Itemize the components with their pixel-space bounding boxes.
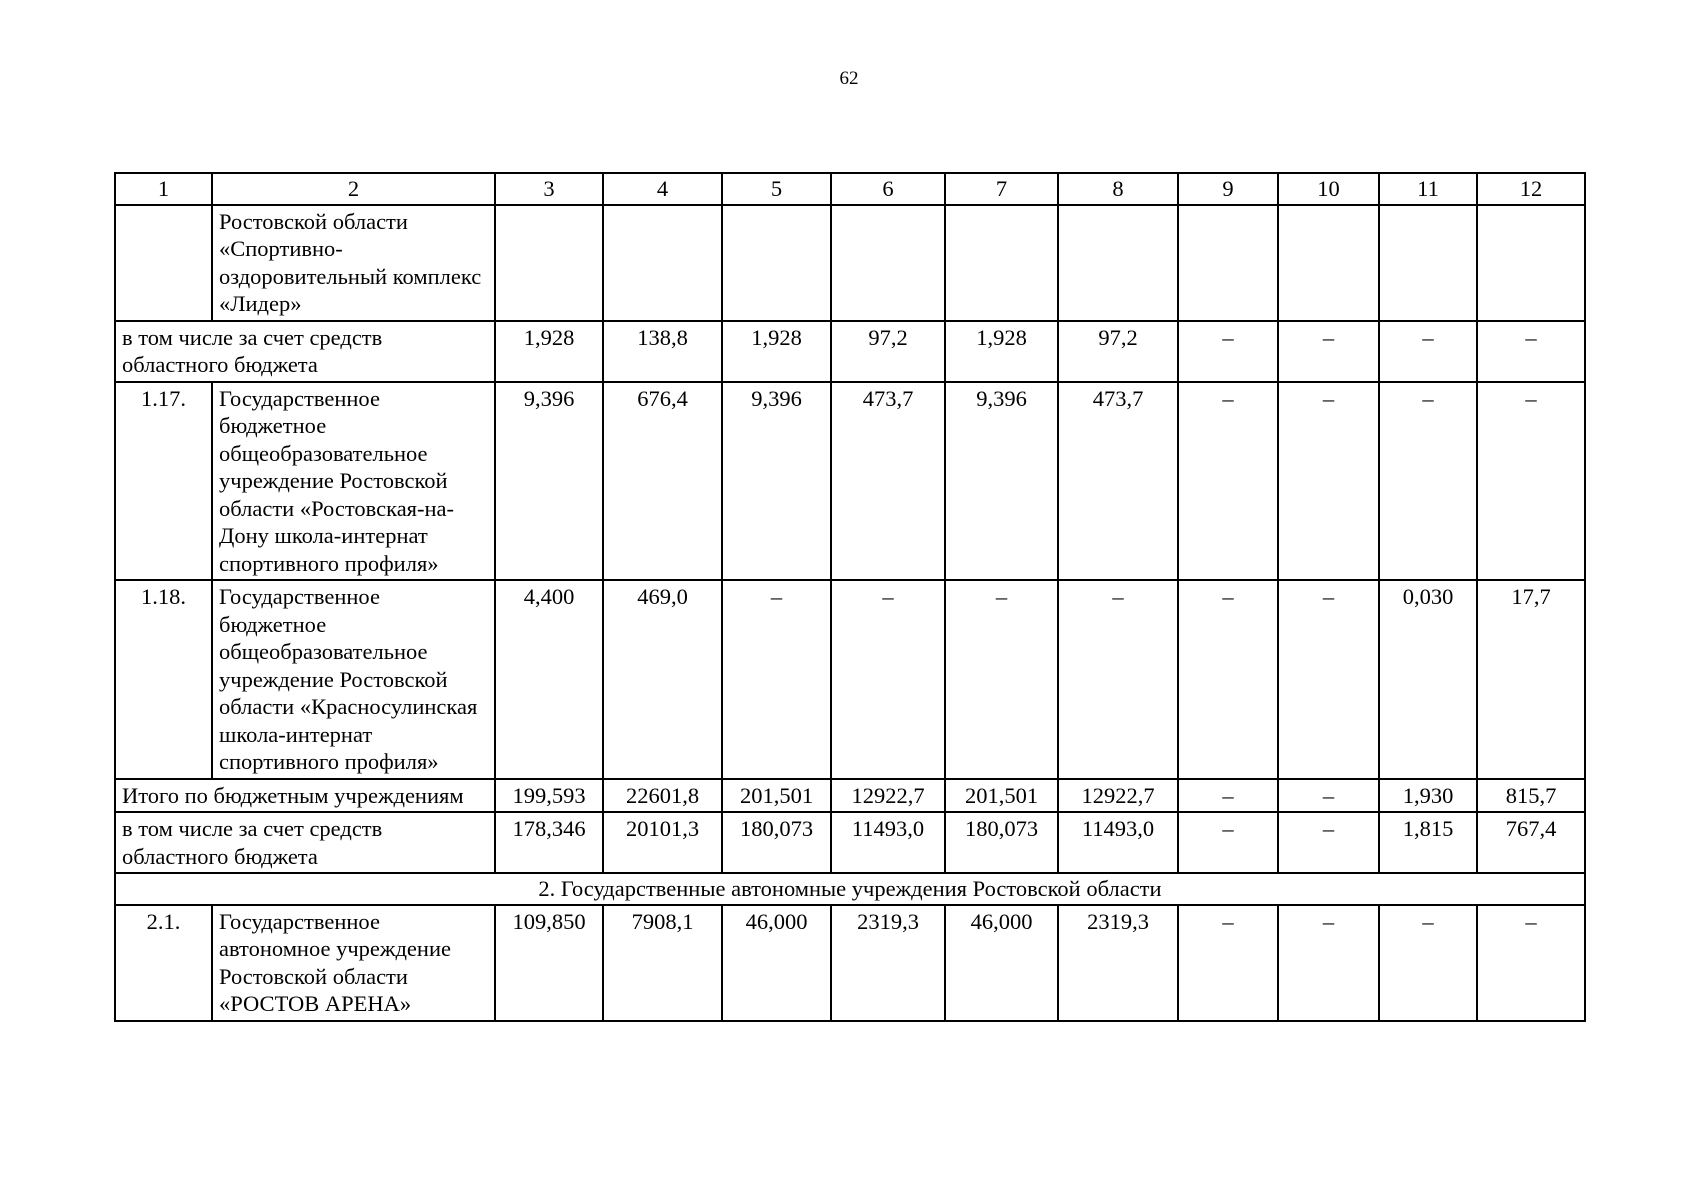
data-table [114, 172, 1586, 1022]
page-number: 62 [839, 68, 859, 89]
value-cell: 97,2 [831, 321, 945, 382]
row-label-cell: в том числе за счет средств областного бюджета [115, 321, 495, 382]
table-row [115, 580, 1585, 779]
value-cell: 767,4 [1477, 812, 1585, 873]
value-cell: – [1178, 905, 1278, 1021]
section-title: 2. Государственные автономные учреждения Ростовской области [115, 873, 1585, 905]
table-row [115, 205, 1585, 321]
value-cell: 815,7 [1477, 779, 1585, 813]
value-cell: – [1278, 779, 1379, 813]
column-number-cell: 4 [603, 173, 722, 205]
column-number-cell: 8 [1058, 173, 1178, 205]
value-cell: – [1178, 580, 1278, 779]
column-number-cell: 1 [115, 173, 212, 205]
summary-row [115, 779, 1585, 813]
value-cell [1058, 205, 1178, 321]
value-cell: 97,2 [1058, 321, 1178, 382]
value-cell [1278, 205, 1379, 321]
value-cell: 7908,1 [603, 905, 722, 1021]
value-cell: 11493,0 [1058, 812, 1178, 873]
value-cell: 1,928 [945, 321, 1058, 382]
value-cell [603, 205, 722, 321]
value-cell [1379, 205, 1477, 321]
row-label-cell: в том числе за счет средств областного бюджета [115, 812, 495, 873]
value-cell: – [1379, 905, 1477, 1021]
column-number-cell: 3 [495, 173, 603, 205]
value-cell: – [1477, 382, 1585, 581]
value-cell [831, 205, 945, 321]
value-cell: – [1379, 382, 1477, 581]
value-cell: 201,501 [945, 779, 1058, 813]
summary-row [115, 812, 1585, 873]
value-cell: 676,4 [603, 382, 722, 581]
value-cell: – [1278, 321, 1379, 382]
summary-row [115, 321, 1585, 382]
value-cell [1178, 205, 1278, 321]
column-number-cell: 10 [1278, 173, 1379, 205]
value-cell: 9,396 [945, 382, 1058, 581]
column-number-cell: 2 [212, 173, 495, 205]
institution-name-cell: Государственное бюджетное общеобразовательное учреждение Ростовской области «Ростовская-на-Дону школа-интернат спортивного профиля» [212, 382, 495, 581]
value-cell: 17,7 [1477, 580, 1585, 779]
table-row [115, 382, 1585, 581]
institution-name-cell: Государственное бюджетное общеобразовательное учреждение Ростовской области «Красносулинская школа-интернат спортивного профиля» [212, 580, 495, 779]
value-cell: 20101,3 [603, 812, 722, 873]
value-cell: 2319,3 [1058, 905, 1178, 1021]
row-number-cell [115, 205, 212, 321]
value-cell: – [1278, 905, 1379, 1021]
value-cell: – [1278, 580, 1379, 779]
value-cell: 473,7 [1058, 382, 1178, 581]
value-cell: 4,400 [495, 580, 603, 779]
institution-name-cell: Государственное автономное учреждение Ростовской области «РОСТОВ АРЕНА» [212, 905, 495, 1021]
value-cell: – [1477, 321, 1585, 382]
value-cell: 22601,8 [603, 779, 722, 813]
column-number-cell: 7 [945, 173, 1058, 205]
institution-name-cell: Ростовской области «Спортивно-оздоровительный комплекс «Лидер» [212, 205, 495, 321]
value-cell: – [1278, 812, 1379, 873]
value-cell: – [1477, 905, 1585, 1021]
value-cell: 9,396 [722, 382, 831, 581]
column-number-cell: 11 [1379, 173, 1477, 205]
row-number-cell: 1.18. [115, 580, 212, 779]
value-cell: – [1178, 779, 1278, 813]
value-cell [1477, 205, 1585, 321]
value-cell: 2319,3 [831, 905, 945, 1021]
value-cell: 1,815 [1379, 812, 1477, 873]
value-cell: 178,346 [495, 812, 603, 873]
value-cell: 109,850 [495, 905, 603, 1021]
value-cell: 1,928 [722, 321, 831, 382]
row-label-cell: Итого по бюджетным учреждениям [115, 779, 495, 813]
value-cell: 138,8 [603, 321, 722, 382]
value-cell [495, 205, 603, 321]
value-cell: 12922,7 [831, 779, 945, 813]
section-header-row [115, 873, 1585, 905]
value-cell: 12922,7 [1058, 779, 1178, 813]
column-number-cell: 12 [1477, 173, 1585, 205]
value-cell: – [1178, 382, 1278, 581]
column-number-row [115, 173, 1585, 205]
value-cell: – [722, 580, 831, 779]
column-number-cell: 9 [1178, 173, 1278, 205]
row-number-cell: 1.17. [115, 382, 212, 581]
table-row [115, 905, 1585, 1021]
column-number-cell: 6 [831, 173, 945, 205]
value-cell: 1,930 [1379, 779, 1477, 813]
value-cell: 201,501 [722, 779, 831, 813]
value-cell: 11493,0 [831, 812, 945, 873]
value-cell: 180,073 [945, 812, 1058, 873]
value-cell: 46,000 [722, 905, 831, 1021]
value-cell: 199,593 [495, 779, 603, 813]
value-cell: – [1178, 321, 1278, 382]
value-cell: – [1178, 812, 1278, 873]
value-cell: – [831, 580, 945, 779]
value-cell: – [1379, 321, 1477, 382]
value-cell: – [1278, 382, 1379, 581]
value-cell [945, 205, 1058, 321]
value-cell: – [1058, 580, 1178, 779]
value-cell: 473,7 [831, 382, 945, 581]
value-cell [722, 205, 831, 321]
value-cell: 46,000 [945, 905, 1058, 1021]
value-cell: 9,396 [495, 382, 603, 581]
column-number-cell: 5 [722, 173, 831, 205]
value-cell: – [945, 580, 1058, 779]
value-cell: 180,073 [722, 812, 831, 873]
value-cell: 1,928 [495, 321, 603, 382]
value-cell: 469,0 [603, 580, 722, 779]
value-cell: 0,030 [1379, 580, 1477, 779]
row-number-cell: 2.1. [115, 905, 212, 1021]
